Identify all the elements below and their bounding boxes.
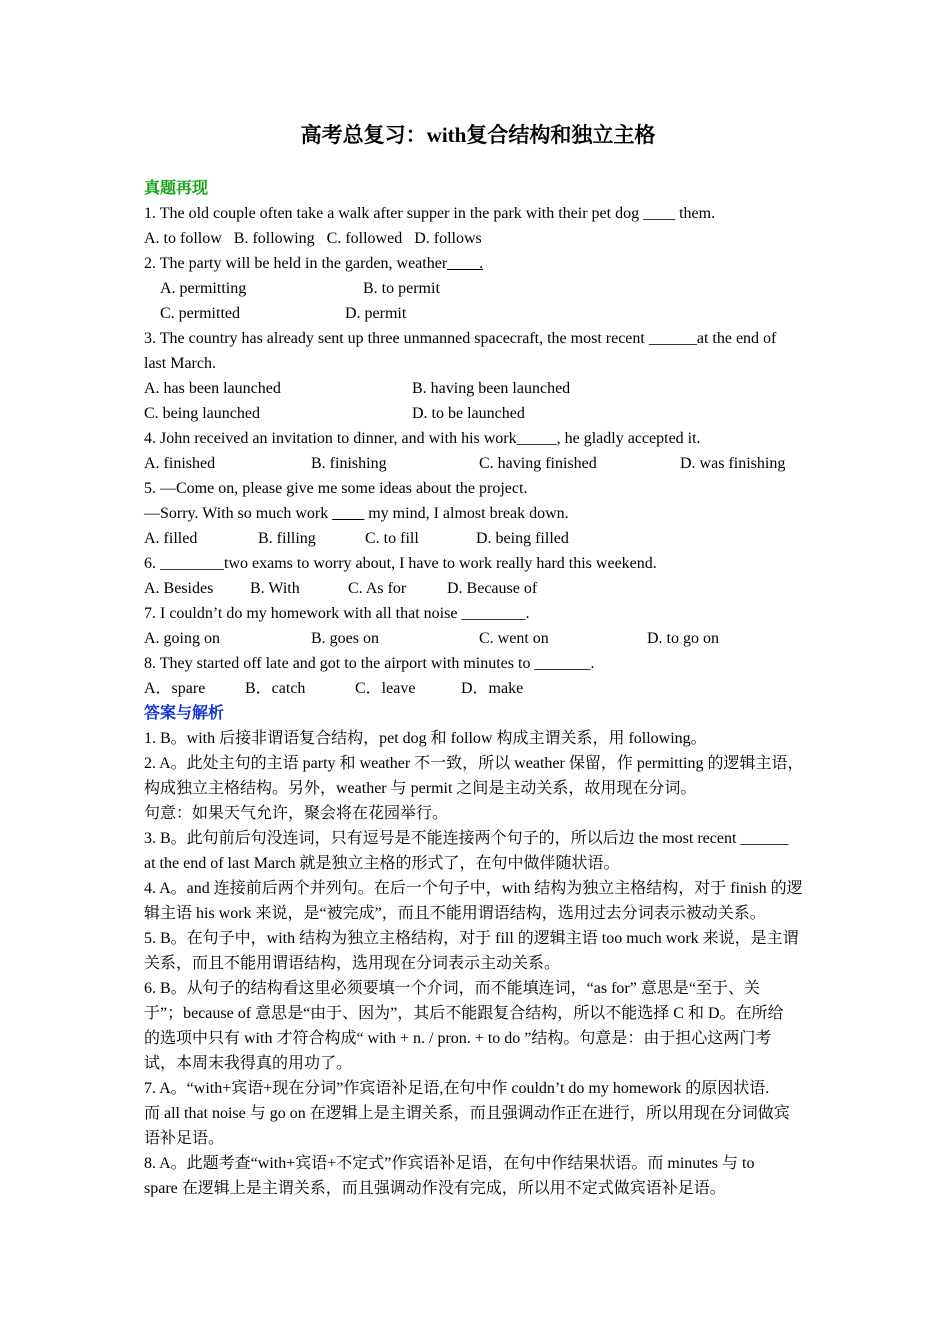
q8-option-c: C．leave: [355, 680, 416, 697]
q3-option-b: B. having been launched: [412, 380, 571, 397]
answer-1: 1. B。with 后接非谓语复合结构，pet dog 和 follow 构成主谓关系，用 following。: [144, 730, 707, 747]
q7-option-b: B. goes on: [311, 630, 379, 647]
q6-option-c: C. As for: [348, 580, 407, 597]
q5-stem-part1: —Sorry. With so much work: [144, 505, 333, 522]
page-title: 高考总复习：with复合结构和独立主格: [300, 123, 656, 147]
q7-option-a: A. going on: [144, 630, 220, 647]
answer-4-line1: 4. A。and 连接前后两个并列句。在后一个句子中，with 结构为独立主格结构，对于 finish 的逻: [144, 880, 803, 897]
q8-option-a: A．spare: [144, 680, 206, 697]
q8-option-d: D．make: [461, 680, 524, 697]
question-3-options-row1: [144, 376, 812, 401]
answer-5-line1: 5. B。在句子中，with 结构为独立主格结构，对于 fill 的逻辑主语 too much work 来说，是主谓: [144, 930, 799, 947]
question-4-stem: 4. John received an invitation to dinner, and with his work_____, he gladly accepted it.: [144, 430, 701, 447]
document-page: [144, 120, 812, 1201]
answer-7-line1: 7. A。“with+宾语+现在分词”作宾语补足语,在句中作 couldn’t do my homework 的原因状语.: [144, 1080, 770, 1097]
answer-2-line3: 句意：如果天气允许，聚会将在花园举行。: [144, 805, 449, 822]
q7-option-c: C. went on: [479, 630, 549, 647]
answer-8-line2: spare 在逻辑上是主谓关系，而且强调动作没有完成，所以用不定式做宾语补足语。: [144, 1180, 726, 1197]
question-6-options: [144, 576, 812, 601]
question-5-options: [144, 526, 812, 551]
q2-option-b: B. to permit: [363, 280, 440, 297]
question-7-options: [144, 626, 812, 651]
q4-option-b: B. finishing: [311, 455, 387, 472]
q2-option-c: C. permitted: [160, 305, 240, 322]
q4-option-c: C. having finished: [479, 455, 597, 472]
q5-option-a: A. filled: [144, 530, 198, 547]
question-2-stem: [144, 251, 812, 276]
question-8-stem: 8. They started off late and got to the airport with minutes to _______.: [144, 655, 595, 672]
q6-option-a: A. Besides: [144, 580, 214, 597]
answer-2-line2: 构成独立主格结构。另外，weather 与 permit 之间是主动关系，故用现在分词。: [144, 780, 697, 797]
q2-option-a: A. permitting: [160, 280, 247, 297]
q5-option-c: C. to fill: [365, 530, 419, 547]
question-6-stem: 6. ________two exams to worry about, I have to work really hard this weekend.: [144, 555, 657, 572]
question-5-stem-line1: 5. —Come on, please give me some ideas about the project.: [144, 480, 528, 497]
q6-option-b: B. With: [250, 580, 300, 597]
answer-6-line2: 于”；because of 意思是“由于、因为”，其后不能跟复合结构，所以不能选择 C 和 D。在所给: [144, 1005, 784, 1022]
q8-option-b: B．catch: [245, 680, 306, 697]
answer-7-line3: 语补足语。: [144, 1130, 225, 1147]
question-7-stem: 7. I couldn’t do my homework with all that noise ________.: [144, 605, 530, 622]
q3-option-a: A. has been launched: [144, 380, 281, 397]
question-2-stem-text: 2. The party will be held in the garden, weather: [144, 255, 448, 272]
question-3-stem-line1: 3. The country has already sent up three unmanned spacecraft, the most recent ______at the end of: [144, 330, 777, 347]
question-4-options: [144, 451, 812, 476]
answer-3-line1: 3. B。此句前后句没连词，只有逗号是不能连接两个句子的，所以后边 the most recent ______: [144, 830, 789, 847]
question-1-stem: 1. The old couple often take a walk after supper in the park with their pet dog ____ them.: [144, 205, 716, 222]
section-heading-answers: 答案与解析: [144, 705, 225, 722]
answer-8-line1: 8. A。此题考查“with+宾语+不定式”作宾语补足语，在句中作结果状语。而 minutes 与 to: [144, 1155, 755, 1172]
question-8-options: [144, 676, 812, 701]
answer-4-line2: 辑主语 his work 来说，是“被完成”，而且不能用谓语结构，选用过去分词表示被动关系。: [144, 905, 766, 922]
answer-3-line2: at the end of last March 就是独立主格的形式了，在句中做伴随状语。: [144, 855, 620, 872]
q4-option-d: D. was finishing: [680, 455, 786, 472]
answer-2-line1: 2. A。此处主句的主语 party 和 weather 不一致，所以 weather 保留，作 permitting 的逻辑主语，: [144, 755, 804, 772]
q6-option-d: D. Because of: [447, 580, 538, 597]
q5-stem-part2: my mind, I almost break down.: [364, 505, 569, 522]
q5-blank: ____: [332, 505, 365, 522]
question-2-blank: ____.: [447, 255, 484, 272]
answer-5-line2: 关系，而且不能用谓语结构，选用现在分词表示主动关系。: [144, 955, 561, 972]
question-3-stem-line2: last March.: [144, 355, 216, 372]
answer-6-line3: 的选项中只有 with 才符合构成“ with + n. / pron. + to do ”结构。句意是：由于担心这两门考: [144, 1030, 772, 1047]
answer-6-line4: 试，本周末我得真的用功了。: [144, 1055, 353, 1072]
section-heading-questions: 真题再现: [144, 180, 209, 197]
question-2-options-row2: [144, 301, 812, 326]
question-1-options: A. to follow B. following C. followed D. follows: [144, 230, 482, 247]
answer-6-line1: 6. B。从句子的结构看这里必须要填一个介词，而不能填连词，“as for” 意思是“至于、关: [144, 980, 760, 997]
question-5-stem-line2: [144, 501, 812, 526]
answer-7-line2: 而 all that noise 与 go on 在逻辑上是主谓关系，而且强调动作正在进行，所以用现在分词做宾: [144, 1105, 790, 1122]
question-3-options-row2: [144, 401, 812, 426]
question-2-options-row1: [144, 276, 812, 301]
q2-option-d: D. permit: [345, 305, 407, 322]
q7-option-d: D. to go on: [647, 630, 719, 647]
q3-option-c: C. being launched: [144, 405, 260, 422]
q3-option-d: D. to be launched: [412, 405, 525, 422]
q5-option-d: D. being filled: [476, 530, 569, 547]
q4-option-a: A. finished: [144, 455, 216, 472]
q5-option-b: B. filling: [258, 530, 316, 547]
